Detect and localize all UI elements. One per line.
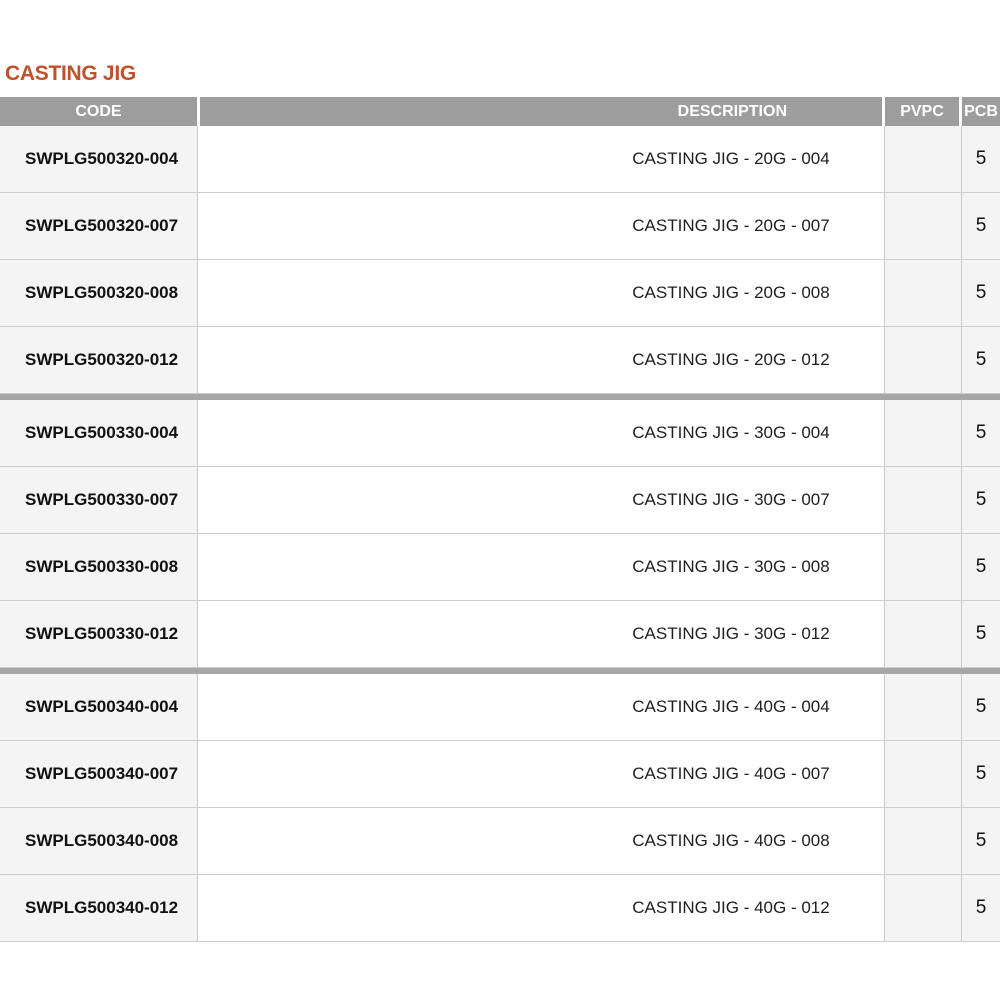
description-cell: CASTING JIG - 30G - 012: [198, 601, 885, 667]
pcb-cell: 5: [962, 327, 1000, 393]
header-cell-code: CODE: [0, 97, 197, 126]
table-row: [0, 534, 1000, 601]
code-cell: SWPLG500340-007: [0, 741, 198, 807]
header-cell-pvpc: PVPC: [885, 97, 959, 126]
pcb-cell: 5: [962, 467, 1000, 533]
description-cell: CASTING JIG - 20G - 012: [198, 327, 885, 393]
pcb-cell: 5: [962, 808, 1000, 874]
pcb-cell: 5: [962, 126, 1000, 192]
table-row: [0, 601, 1000, 668]
code-cell: SWPLG500340-004: [0, 674, 198, 740]
table-row: [0, 674, 1000, 741]
pvpc-cell: [885, 400, 962, 466]
description-cell: CASTING JIG - 40G - 004: [198, 674, 885, 740]
pvpc-cell: [885, 126, 962, 192]
description-cell: CASTING JIG - 40G - 007: [198, 741, 885, 807]
table-body: [0, 126, 1000, 942]
pcb-cell: 5: [962, 875, 1000, 941]
description-cell: CASTING JIG - 30G - 004: [198, 400, 885, 466]
header-cell-description: DESCRIPTION: [200, 97, 882, 126]
description-cell: CASTING JIG - 30G - 008: [198, 534, 885, 600]
description-cell: CASTING JIG - 40G - 012: [198, 875, 885, 941]
header-cell-pcb: PCB: [962, 97, 1000, 126]
description-cell: CASTING JIG - 30G - 007: [198, 467, 885, 533]
table-row: [0, 741, 1000, 808]
code-cell: SWPLG500320-012: [0, 327, 198, 393]
code-cell: SWPLG500320-008: [0, 260, 198, 326]
code-cell: SWPLG500330-004: [0, 400, 198, 466]
pvpc-cell: [885, 808, 962, 874]
description-cell: CASTING JIG - 20G - 004: [198, 126, 885, 192]
table-row: [0, 327, 1000, 394]
pvpc-cell: [885, 327, 962, 393]
table-row: [0, 193, 1000, 260]
table-row: [0, 126, 1000, 193]
pcb-cell: 5: [962, 741, 1000, 807]
description-cell: CASTING JIG - 20G - 007: [198, 193, 885, 259]
pcb-cell: 5: [962, 260, 1000, 326]
pcb-cell: 5: [962, 601, 1000, 667]
code-cell: SWPLG500320-004: [0, 126, 198, 192]
pvpc-cell: [885, 741, 962, 807]
pvpc-cell: [885, 601, 962, 667]
pvpc-cell: [885, 875, 962, 941]
pvpc-cell: [885, 467, 962, 533]
pvpc-cell: [885, 674, 962, 740]
product-table: [0, 97, 1000, 942]
table-row: [0, 260, 1000, 327]
description-cell: CASTING JIG - 20G - 008: [198, 260, 885, 326]
pcb-cell: 5: [962, 534, 1000, 600]
pvpc-cell: [885, 534, 962, 600]
code-cell: SWPLG500340-012: [0, 875, 198, 941]
table-row: [0, 400, 1000, 467]
code-cell: SWPLG500340-008: [0, 808, 198, 874]
pcb-cell: 5: [962, 674, 1000, 740]
code-cell: SWPLG500330-008: [0, 534, 198, 600]
page-title: CASTING JIG: [5, 62, 136, 85]
pvpc-cell: [885, 260, 962, 326]
description-cell: CASTING JIG - 40G - 008: [198, 808, 885, 874]
code-cell: SWPLG500330-007: [0, 467, 198, 533]
table-row: [0, 467, 1000, 534]
pcb-cell: 5: [962, 400, 1000, 466]
table-header-row: [0, 97, 1000, 126]
code-cell: SWPLG500320-007: [0, 193, 198, 259]
pcb-cell: 5: [962, 193, 1000, 259]
table-row: [0, 875, 1000, 942]
table-row: [0, 808, 1000, 875]
pvpc-cell: [885, 193, 962, 259]
code-cell: SWPLG500330-012: [0, 601, 198, 667]
